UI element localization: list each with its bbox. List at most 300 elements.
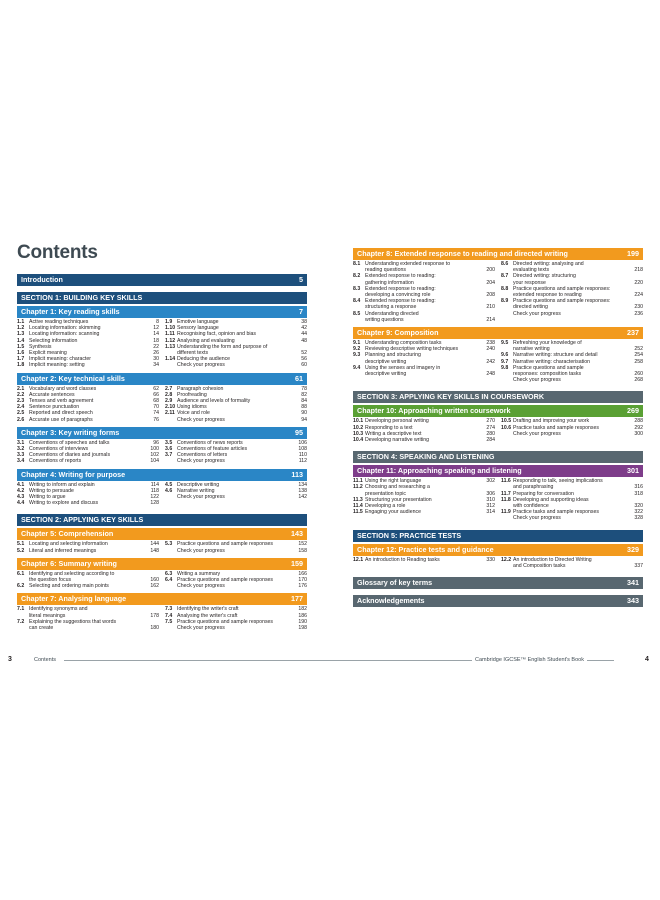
entry-title: Check your progress — [177, 494, 225, 501]
entry-number — [353, 377, 365, 383]
entry-number: 9.5 — [501, 340, 509, 347]
entry-page: 22 — [153, 343, 159, 350]
toc-entry[interactable] — [353, 437, 495, 443]
entry-title: Locating information: skimming — [29, 325, 101, 332]
acknowledgements-bar[interactable] — [353, 595, 643, 607]
entry-number: 10.3 — [353, 430, 364, 437]
entry-page: 160 — [150, 577, 159, 584]
entry-page: 186 — [298, 612, 307, 619]
section-4-bar — [353, 451, 643, 463]
entry-page: 104 — [150, 458, 159, 465]
entry-title: Check your progress — [177, 625, 225, 632]
entry-number: 2.6 — [17, 416, 25, 423]
entry-title: Writing to persuade — [29, 487, 74, 494]
entry-title: Check your progress — [513, 515, 561, 522]
entry-page: 108 — [298, 446, 307, 453]
chapter-bar[interactable] — [353, 405, 643, 417]
entry-page: 112 — [298, 458, 307, 465]
contents-left-column — [17, 272, 307, 633]
entry-title: Selecting information — [29, 337, 78, 344]
chapter-4 — [17, 469, 307, 509]
chapter-page: 199 — [627, 249, 639, 258]
entry-number: 11.9 — [501, 509, 511, 516]
entry-title: Practice questions and sample — [513, 364, 584, 371]
entry-page — [481, 377, 495, 383]
entry-title: Conventions of interviews — [29, 446, 89, 453]
entry-page: 252 — [634, 346, 643, 353]
chapter-page: 113 — [291, 469, 303, 479]
entry-title: An introduction to Reading tasks — [365, 556, 440, 563]
entry-title: Conventions of news reports — [177, 439, 243, 446]
chapter-label: Chapter 3: Key writing forms — [21, 427, 120, 437]
toc-entry[interactable] — [17, 583, 159, 589]
entry-page: 68 — [153, 398, 159, 405]
chapter-page: 177 — [291, 594, 303, 604]
entry-page: 208 — [486, 292, 495, 299]
right-page-number: 4 — [645, 656, 649, 663]
entry-title: descriptive writing — [365, 358, 407, 365]
chapter-bar[interactable] — [17, 528, 307, 540]
chapter-10 — [353, 405, 643, 445]
entry-page: 236 — [634, 310, 643, 317]
toc-entry[interactable] — [353, 515, 495, 521]
chapter-page: 237 — [627, 328, 639, 338]
entry-number: 8.2 — [353, 273, 361, 280]
entry-number: 1.7 — [17, 356, 25, 363]
entry-title: and Composition tasks — [513, 562, 566, 569]
entry-title: responses: composition tasks — [513, 371, 582, 378]
entry-number: 10.5 — [501, 418, 512, 425]
entry-number: 11.5 — [353, 509, 363, 516]
acknowledgements-label: Acknowledgements — [357, 596, 425, 606]
entry-list — [353, 417, 643, 445]
entry-page — [629, 317, 643, 323]
entry-page: 122 — [150, 494, 159, 501]
chapter-page: 329 — [627, 544, 639, 554]
entry-number: 8.8 — [501, 285, 509, 292]
page-footer — [0, 654, 660, 668]
entry-number: 11.2 — [353, 484, 363, 491]
entry-title: Accurate sentences — [29, 391, 75, 398]
entry-number: 9.4 — [353, 364, 361, 371]
entry-page: 337 — [634, 562, 643, 569]
entry-number: 7.5 — [165, 618, 173, 625]
entry-number: 9.8 — [501, 364, 509, 371]
entry-title: Check your progress — [177, 583, 225, 590]
entry-number: 10.2 — [353, 424, 364, 431]
chapter-bar[interactable] — [353, 544, 643, 556]
entry-page: 100 — [150, 446, 159, 453]
toc-entry[interactable] — [353, 317, 495, 323]
entry-title: Structuring your presentation — [365, 496, 432, 503]
chapter-label: Chapter 12: Practice tests and guidance — [357, 544, 494, 554]
entry-title: extended response to reading — [513, 292, 582, 299]
entry-number: 5.1 — [17, 541, 25, 548]
entry-list — [17, 439, 307, 467]
entry-number: 6.1 — [17, 570, 25, 577]
entry-title: Reviewing descriptive writing techniques — [365, 346, 459, 353]
entry-page: 148 — [150, 547, 159, 554]
entry-title: Planning and structuring — [365, 352, 421, 359]
entry-title: Literal and inferred meanings — [29, 547, 97, 554]
entry-title: Practice tasks and sample responses — [513, 424, 599, 431]
entry-number: 5.2 — [17, 547, 25, 554]
entry-number: 4.1 — [17, 481, 25, 488]
entry-title: Implicit meaning: setting — [29, 362, 85, 369]
entry-page: 18 — [153, 337, 159, 344]
entry-number: 10.6 — [501, 424, 512, 431]
page-title: Contents — [17, 242, 98, 263]
entry-number — [501, 377, 513, 383]
toc-entry[interactable] — [17, 548, 159, 554]
entry-title: Tenses and verb agreement — [29, 398, 94, 405]
glossary-page: 341 — [627, 578, 639, 588]
entry-title: Understanding composition tasks — [365, 340, 442, 347]
entry-title: Refreshing your knowledge of — [513, 340, 582, 347]
entry-title: Practice questions and sample responses — [177, 618, 274, 625]
entry-number — [501, 515, 513, 521]
entry-page: 14 — [153, 331, 159, 338]
toc-entry[interactable] — [501, 317, 643, 323]
entry-list — [353, 477, 643, 523]
entry-page: 214 — [486, 316, 495, 323]
entry-title: Proofreading — [177, 391, 207, 398]
section-1-label: SECTION 1: BUILDING KEY SKILLS — [21, 293, 143, 302]
toc-entry[interactable] — [165, 625, 307, 631]
entry-page: 134 — [298, 481, 307, 488]
entry-number: 1.8 — [17, 362, 25, 369]
entry-page: 248 — [486, 371, 495, 378]
toc-entry[interactable] — [165, 583, 307, 589]
entry-number — [353, 515, 365, 521]
entry-title: Developing personal writing — [365, 418, 429, 425]
entry-page: 260 — [634, 371, 643, 378]
entry-page: 288 — [634, 418, 643, 425]
glossary-bar[interactable] — [353, 577, 643, 589]
entry-page: 66 — [153, 391, 159, 398]
entry-number: 6.3 — [165, 570, 173, 577]
entry-number: 11.4 — [353, 503, 363, 510]
entry-number — [165, 548, 177, 554]
entry-number: 9.1 — [353, 340, 361, 347]
entry-number — [165, 500, 177, 506]
section-4-label: SECTION 4: SPEAKING AND LISTENING — [357, 452, 495, 462]
entry-number: 2.5 — [17, 410, 25, 417]
entry-title: Locating and selecting information — [29, 541, 108, 548]
entry-page: 142 — [298, 494, 307, 501]
entry-title: literal meanings — [29, 612, 66, 619]
entry-page: 60 — [301, 362, 307, 369]
chapter-page: 61 — [295, 373, 303, 383]
entry-title: Check your progress — [177, 362, 225, 369]
entry-page: 190 — [298, 618, 307, 625]
entry-page: 218 — [634, 267, 643, 274]
entry-number — [165, 583, 177, 589]
entry-page: 90 — [301, 410, 307, 417]
entry-number — [17, 625, 29, 631]
entry-title: Active reading techniques — [29, 319, 89, 325]
chapter-page: 159 — [291, 558, 303, 568]
toc-entry[interactable] — [353, 377, 495, 383]
entry-number: 2.11 — [165, 410, 175, 417]
entry-list — [353, 260, 643, 325]
entry-number: 9.7 — [501, 358, 509, 365]
entry-number: 2.8 — [165, 391, 173, 398]
entry-page: 62 — [153, 385, 159, 392]
chapter-bar[interactable] — [17, 306, 307, 318]
entry-title: Explicit meaning — [29, 350, 67, 357]
toc-entry[interactable] — [165, 548, 307, 554]
contents-right-column — [353, 246, 643, 607]
entry-title: Directed writing: analysing and — [513, 261, 584, 267]
entry-number: 11.6 — [501, 478, 511, 485]
chapter-5 — [17, 528, 307, 555]
entry-title: Developing and supporting ideas — [513, 496, 589, 503]
entry-number: 12.1 — [353, 556, 364, 563]
entry-number: 1.9 — [165, 319, 173, 325]
entry-page: 52 — [301, 350, 307, 357]
chapter-bar[interactable] — [17, 373, 307, 385]
entry-number: 1.10 — [165, 325, 176, 332]
entry-list — [17, 605, 307, 633]
entry-number: 9.2 — [353, 346, 361, 353]
chapter-bar[interactable] — [353, 327, 643, 339]
left-page-number: 3 — [8, 656, 12, 663]
entry-title: Practice questions and sample responses — [177, 577, 274, 584]
chapter-label: Chapter 7: Analysing language — [21, 594, 127, 604]
toc-entry[interactable] — [165, 500, 307, 506]
entry-page: 74 — [153, 410, 159, 417]
toc-entry[interactable] — [353, 563, 495, 569]
entry-number: 7.3 — [165, 606, 173, 613]
entry-number: 2.2 — [17, 391, 25, 398]
entry-title: Developing narrative writing — [365, 437, 430, 444]
entry-page — [293, 500, 307, 506]
entry-title: Conventions of reports — [29, 458, 82, 465]
entry-number: 4.5 — [165, 481, 173, 488]
chapter-label: Chapter 8: Extended response to reading and directed writing — [357, 249, 568, 258]
entry-page: 166 — [298, 570, 307, 577]
entry-number: 9.6 — [501, 352, 509, 359]
chapter-label: Chapter 9: Composition — [357, 328, 439, 338]
entry-list — [353, 556, 643, 571]
entry-number: 3.7 — [165, 452, 173, 459]
entry-page — [481, 563, 495, 569]
entry-number: 3.5 — [165, 439, 173, 446]
entry-page — [629, 437, 643, 443]
entry-number: 10.1 — [353, 418, 364, 425]
chapter-11 — [353, 465, 643, 523]
entry-title: Writing a descriptive text — [365, 430, 422, 437]
entry-title: Recognising fact, opinion and bias — [177, 331, 257, 338]
entry-title: Writing a summary — [177, 570, 221, 577]
toc-entry[interactable] — [165, 458, 307, 464]
chapter-bar[interactable] — [353, 248, 643, 260]
section-5-bar — [353, 530, 643, 542]
entry-title: with confidence — [513, 503, 549, 510]
entry-number — [165, 362, 177, 368]
entry-number — [165, 417, 177, 423]
entry-title: Sentence punctuation — [29, 404, 80, 411]
toc-entry[interactable] — [501, 563, 643, 569]
chapter-bar[interactable] — [353, 465, 643, 477]
section-3-bar — [353, 391, 643, 403]
chapter-label: Chapter 2: Key technical skills — [21, 373, 125, 383]
entry-number: 6.4 — [165, 577, 173, 584]
toc-entry[interactable] — [165, 417, 307, 423]
chapter-label: Chapter 1: Key reading skills — [21, 307, 120, 316]
entry-title: can create — [29, 625, 54, 632]
entry-list — [17, 385, 307, 425]
chapter-7 — [17, 593, 307, 633]
entry-number: 8.9 — [501, 298, 509, 305]
entry-title: Writing to explore and discuss — [29, 500, 99, 507]
entry-title: Conventions of diaries and journals — [29, 452, 111, 459]
entry-page: 306 — [486, 490, 495, 497]
entry-title: Narrative writing — [177, 487, 215, 494]
entry-title: Vocabulary and word classes — [29, 385, 97, 392]
toc-entry[interactable] — [17, 458, 159, 464]
introduction-bar[interactable] — [17, 274, 307, 286]
entry-page: 170 — [298, 577, 307, 584]
entry-title: Practice questions and sample responses — [177, 541, 274, 548]
entry-title: Responding to talk, seeing implications — [513, 478, 603, 485]
entry-title: Check your progress — [513, 430, 561, 437]
entry-title: Narrative writing: characterisation — [513, 358, 590, 365]
introduction-label: Introduction — [21, 275, 63, 284]
entry-title: Using the senses and imagery in — [365, 364, 441, 371]
chapter-1 — [17, 306, 307, 371]
entry-title: Choosing and researching a — [365, 484, 430, 491]
entry-title: different texts — [177, 350, 209, 357]
entry-page: 88 — [301, 404, 307, 411]
toc-entry[interactable] — [501, 377, 643, 383]
entry-page: 152 — [298, 541, 307, 548]
entry-title: Descriptive writing — [177, 481, 220, 488]
chapter-2 — [17, 373, 307, 425]
chapter-3 — [17, 427, 307, 467]
chapter-label: Chapter 11: Approaching speaking and listening — [357, 466, 522, 476]
entry-title: Emotive language — [177, 319, 219, 325]
entry-title: your response — [513, 279, 546, 286]
chapter-page: 269 — [627, 406, 639, 416]
entry-number — [165, 458, 177, 464]
toc-entry[interactable] — [17, 417, 159, 423]
chapter-label: Chapter 10: Approaching written coursework — [357, 406, 511, 416]
entry-title: directed writing — [513, 304, 548, 311]
section-2-bar — [17, 514, 307, 526]
entry-number: 3.4 — [17, 458, 25, 465]
entry-page: 118 — [150, 487, 159, 494]
entry-number: 1.1 — [17, 319, 25, 325]
toc-entry[interactable] — [17, 625, 159, 631]
entry-number — [501, 563, 513, 569]
entry-page: 180 — [150, 625, 159, 632]
entry-title: Identifying synonyms and — [29, 606, 88, 613]
entry-page: 30 — [153, 356, 159, 363]
entry-page: 178 — [150, 612, 159, 619]
chapter-bar[interactable] — [17, 558, 307, 570]
entry-title: Conventions of speeches and talks — [29, 439, 110, 446]
entry-title: Locating information: scanning — [29, 331, 100, 338]
chapter-bar[interactable] — [17, 469, 307, 481]
entry-list — [17, 481, 307, 509]
left-footer-label: Contents — [34, 657, 57, 663]
section-3-label: SECTION 3: APPLYING KEY SKILLS IN COURSEWORK — [357, 392, 545, 402]
entry-title: presentation topic — [365, 490, 406, 497]
entry-page: 144 — [150, 541, 159, 548]
chapter-bar[interactable] — [17, 593, 307, 605]
entry-title: Audience and levels of formality — [177, 398, 251, 405]
entry-title: Analysing and evaluating — [177, 337, 235, 344]
entry-page: 302 — [486, 478, 495, 485]
entry-page: 38 — [301, 319, 307, 325]
entry-number — [165, 625, 177, 631]
entry-title: Selecting and ordering main points — [29, 583, 109, 590]
entry-number: 3.2 — [17, 446, 25, 453]
entry-page: 258 — [634, 358, 643, 365]
entry-number: 11.7 — [501, 490, 511, 497]
entry-title: Deducing the audience — [177, 356, 231, 363]
entry-number: 1.3 — [17, 331, 25, 338]
acknowledgements-page: 343 — [627, 596, 639, 606]
entry-page: 292 — [634, 424, 643, 431]
entry-title: Conventions of letters — [177, 452, 228, 459]
entry-page: 300 — [634, 430, 643, 437]
glossary-label: Glossary of key terms — [357, 578, 433, 588]
entry-list — [17, 318, 307, 371]
entry-title: An introduction to Directed Writing — [513, 556, 592, 563]
right-footer-label: Cambridge IGCSE™ English Student's Book — [472, 657, 587, 663]
entry-number: 2.10 — [165, 404, 176, 411]
entry-title: narrative writing — [513, 346, 550, 353]
entry-title: the question focus — [29, 577, 72, 584]
entry-page: 230 — [634, 304, 643, 311]
toc-entry[interactable] — [17, 500, 159, 506]
entry-title: Paragraph cohesion — [177, 385, 224, 392]
entry-page: 48 — [301, 337, 307, 344]
toc-entry[interactable] — [501, 515, 643, 521]
entry-number: 3.6 — [165, 446, 173, 453]
toc-entry[interactable] — [165, 362, 307, 368]
entry-title: Analysing the writer's craft — [177, 612, 238, 619]
chapter-9 — [353, 327, 643, 385]
toc-entry[interactable] — [17, 362, 159, 368]
entry-number — [353, 563, 365, 569]
entry-page: 270 — [486, 418, 495, 425]
entry-title: Extended response to reading: — [365, 273, 436, 280]
toc-entry[interactable] — [501, 437, 643, 443]
chapter-page: 301 — [627, 466, 639, 476]
entry-title: Understanding the form and purpose of — [177, 343, 268, 350]
entry-title: Drafting and improving your work — [513, 418, 590, 425]
entry-page: 8 — [156, 319, 159, 325]
entry-title: Reported and direct speech — [29, 410, 93, 417]
entry-title: structuring a response — [365, 304, 417, 311]
entry-title: descriptive writing — [365, 371, 407, 378]
entry-title: and paraphrasing — [513, 484, 554, 491]
chapter-bar[interactable] — [17, 427, 307, 439]
entry-number: 9.3 — [353, 352, 361, 359]
entry-page: 328 — [634, 515, 643, 522]
entry-number: 7.1 — [17, 606, 25, 613]
entry-page: 220 — [634, 279, 643, 286]
chapter-page: 95 — [295, 427, 303, 437]
entry-number: 8.1 — [353, 261, 361, 267]
entry-page: 284 — [486, 437, 495, 444]
entry-page: 56 — [301, 356, 307, 363]
entry-page: 314 — [486, 509, 495, 516]
